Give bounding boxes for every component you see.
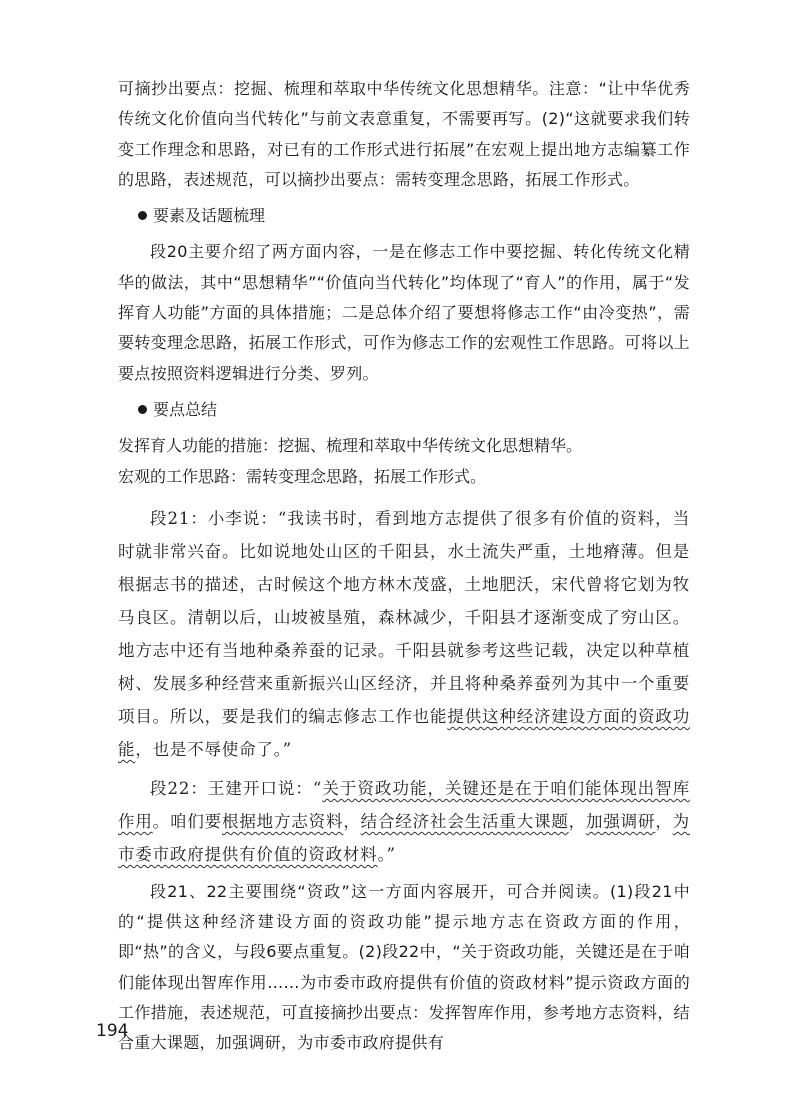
quote-text: 。” (377, 844, 396, 864)
quote-duan22 (118, 772, 690, 871)
paragraph-intro: 可摘抄出要点：挖掘、梳理和萃取中华传统文化思想精华。注意：“让中华优秀传统文化价值向当代转化”与前文表意重复，不需要再写。(2)“这就要求我们转变工作理念和思路，对已有的工作形式进行拓展”在宏观上提出地方志编纂工作的思路，表述规范，可以摘抄出要点：需转变理念思路，拓展工作形式。 (118, 79, 690, 189)
bullet-dot-icon (138, 211, 147, 220)
wavy-underlined-phrase: 关于资政功能，关键还是在于咱们能体现出智库作用 (118, 778, 690, 831)
quote-text: ， (655, 811, 673, 831)
quote-text: ， (568, 811, 586, 831)
wavy-underlined-phrase: 为市委市政府提供有价值的资政材料 (118, 811, 690, 864)
wavy-underlined-phrase: 提供这种经济建设方面的资政功能 (118, 706, 691, 759)
paragraph-duan20-analysis: 段20主要介绍了两方面内容，一是在修志工作中要挖掘、转化传统文化精华的做法，其中“思想精华”“价值向当代转化”均体现了“育人”的作用，属于“发挥育人功能”方面的具体措施；二是总体介绍了要想将修志工作“由冷变热”，需要转变理念思路，拓展工作形式，可作为修志工作的宏观性工作思路。可将以上要点按照资料逻辑进行分类、罗列。 (118, 242, 690, 383)
quote-text: 段21：小李说：“我读书时，看到地方志提供了很多有价值的资料，当时就非常兴奋。比如说地处山区的千阳县，水土流失严重，土地瘠薄。但是根据志书的描述，古时候这个地方林木茂盛，土地肥沃，宋代曾将它划为牧马良区。清朝以后，山坡被垦殖，森林减少，千阳县才逐渐变成了穷山区。地方志中还有当地种桑养蚕的记录。千阳县就参考这些记载，决定以种草植树、发展多种经营来重新振兴山区经济，并且将种桑养蚕列为其中一个重要项目。所以，要是我们的编志修志工作也能 (118, 508, 690, 726)
quote-text: ， (343, 811, 361, 831)
summary-line-2: 宏观的工作思路：需转变理念思路，拓展工作形式。 (118, 466, 487, 486)
page-content (118, 74, 690, 1059)
section-heading-label: 要点总结 (153, 399, 218, 419)
wavy-underlined-phrase: 加强调研 (586, 811, 656, 831)
quote-duan21 (118, 502, 690, 766)
wavy-underlined-phrase: 结合经济社会生活重大课题 (360, 811, 569, 831)
section-heading-label: 要素及话题梳理 (153, 206, 266, 226)
quote-text: 段22：王建开口说：“ (150, 778, 323, 798)
spacer (118, 492, 690, 502)
wavy-underlined-phrase: 根据地方志资料 (222, 811, 344, 831)
summary-line-1: 发挥育人功能的措施：挖掘、梳理和萃取中华传统文化思想精华。 (118, 436, 583, 456)
section-heading-summary (118, 395, 690, 425)
page-number: 194 (96, 1021, 129, 1041)
paragraph-duan21-22-analysis: 段21、22主要围绕“资政”这一方面内容展开，可合并阅读。(1)段21中的“提供这种经济建设方面的资政功能”提示地方志在资政方面的作用，即“热”的含义，与段6要点重复。(2)段22中，“关于资政功能，关键还是在于咱们能体现出智库作用……为市委市政府提供有价值的资政材料”提示资政方面的工作措施，表述规范，可直接摘抄出要点：发挥智库作用，参考地方志资料，结合重大课题，加强调研，为市委市政府提供有 (118, 881, 690, 1053)
quote-text: ，也是不辱使命了。” (135, 739, 292, 759)
quote-text: 。咱们要 (152, 811, 222, 831)
section-heading-elements (118, 201, 690, 231)
bullet-dot-icon (138, 405, 147, 414)
